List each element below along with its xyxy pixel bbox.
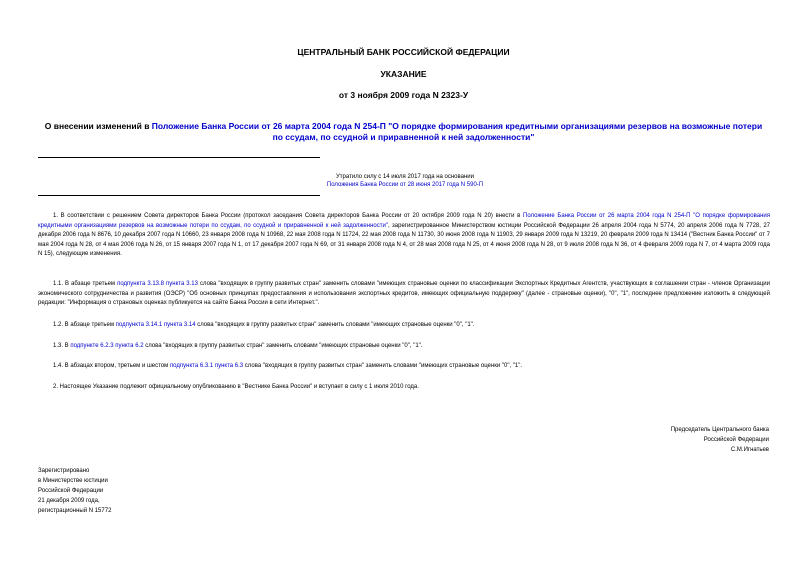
- p1-text-a: 1. В соответствии с решением Совета директоров Банка России (протокол заседания Совета директоров Банка России от 20 октября 2009 года N 20) внести в: [53, 213, 524, 219]
- document-type: УКАЗАНИЕ: [380, 69, 427, 79]
- p13-link[interactable]: подпункте 6.2.3 пункта 6.2: [70, 343, 144, 349]
- p14-link[interactable]: подпункта 6.3.1 пункта 6.3: [169, 363, 244, 369]
- p14-text-a: 1.4. В абзацах втором, третьем и шестом: [53, 363, 170, 369]
- paragraph-1-4: [38, 362, 770, 372]
- signature-name: С.М.Игнатьев: [730, 447, 769, 453]
- paragraph-1-2: [38, 321, 770, 331]
- document-title: [40, 121, 767, 143]
- title-link[interactable]: Положение Банка России от 26 марта 2004 года N 254-П "О порядке формирования кредитными организациями резервов на возможные потери по ссудам, по ссудной и приравненной к ней задолженности": [151, 121, 763, 142]
- org-heading: ЦЕНТРАЛЬНЫЙ БАНК РОССИЙСКОЙ ФЕДЕРАЦИИ: [297, 47, 510, 57]
- p14-text-b: слова "входящих в группу развитых стран" заменить словами "имеющих страновые оценки "0", "1".: [243, 363, 523, 369]
- paragraph-1-1: [38, 280, 770, 309]
- status-link[interactable]: Положения Банка России от 28 июня 2017 года N 590-П: [326, 182, 484, 188]
- paragraph-1-3: [38, 342, 770, 352]
- registration-line-2: в Министерстве юстиции: [38, 478, 108, 484]
- p13-text-a: 1.3. В: [53, 343, 71, 349]
- paragraph-2: [38, 383, 770, 393]
- p1-text-b: , зарегистрированное Министерством юстиции Российской Федерации 26 апреля 2004 года N 5774, 20 апреля 2006 года N 7728, 27 декабря 2006 года N 8676, 10 декабря 2007 года N 10660, 23 января 2008 года N 10968, 22 мая 2008 года N 11724, 22 мая 2008 года N 11730, 30 июня 2008 года N 11903, 29 января 2009 года N 13219, 20 февраля 2009 года N 13414 ("Вестник Банка России" от 7 мая 2004 года N 28, от 4 мая 2006 года N 26, от 15 января 2007 года N 1, от 17 декабря 2007 года N 69, от 31 января 2008 года N 4, от 28 мая 2008 года N 25, от 4 июня 2008 года N 28, от 9 июля 2008 года N 36, от 4 февраля 2009 года N 7, от 4 марта 2009 года N 15), следующие изменения.: [38, 222, 770, 257]
- registration-date: 21 декабря 2009 года,: [38, 498, 100, 504]
- p12-text-b: слова "входящих в группу развитых стран" заменить словами "имеющих страновые оценки "0", "1".: [195, 322, 475, 328]
- p12-text-a: 1.2. В абзаце третьем: [53, 322, 116, 328]
- signature-position: Председатель Центрального банка: [670, 427, 769, 433]
- p1-link[interactable]: Положение Банка России от 26 марта 2004 года N 254-П "О порядке формирования кредитными организациями резервов на возможные потери по ссудам, по ссудной и приравненной к ней задолженности": [38, 213, 770, 229]
- divider-bottom: [38, 195, 320, 196]
- registration-number: регистрационный N 15772: [38, 508, 112, 514]
- p11-text-a: 1.1. В абзаце третьем: [53, 281, 118, 287]
- divider-top: [38, 157, 320, 158]
- signature-position-2: Российской Федерации: [703, 437, 769, 443]
- p11-text-b: слова "входящих в группу развитых стран" заменить словами "имеющих страновые оценки по классификации Экспортных Кредитных Агентств, участвующих в соглашении стран - членов Организации экономического сотрудничества и развития (ОЭСР) "Об основных принципах предоставления и использования экспортных кредитов, имеющих официальную поддержку" (далее - страновые оценки), "0", "1", последнее предложение изложить в следующей редакции: "Информация о страновых оценках публикуется на сайте Банка России в сети Интернет.".: [38, 281, 770, 306]
- p2-text: 2. Настоящее Указание подлежит официальному опубликованию в "Вестнике Банка России" и вступает в силу с 1 июля 2010 года.: [53, 384, 419, 390]
- status-note: [250, 173, 560, 189]
- registration-line-3: Российской Федерации: [38, 488, 104, 494]
- title-prefix: О внесении изменений в: [44, 121, 152, 131]
- p13-text-b: слова "входящих в группу развитых стран" заменить словами "имеющих страновые оценки "0", "1".: [143, 343, 423, 349]
- p12-link[interactable]: подпункта 3.14.1 пункта 3.14: [115, 322, 196, 328]
- document-date: от 3 ноября 2009 года N 2323-У: [338, 90, 469, 100]
- status-line: Утратило силу с 14 июля 2017 года на основании: [336, 174, 474, 180]
- paragraph-1: [38, 212, 770, 260]
- signature-block: [671, 425, 769, 455]
- registration-block: [38, 466, 111, 516]
- registration-line-1: Зарегистрировано: [38, 468, 90, 474]
- p11-link[interactable]: подпункта 3.13.8 пункта 3.13: [117, 281, 198, 287]
